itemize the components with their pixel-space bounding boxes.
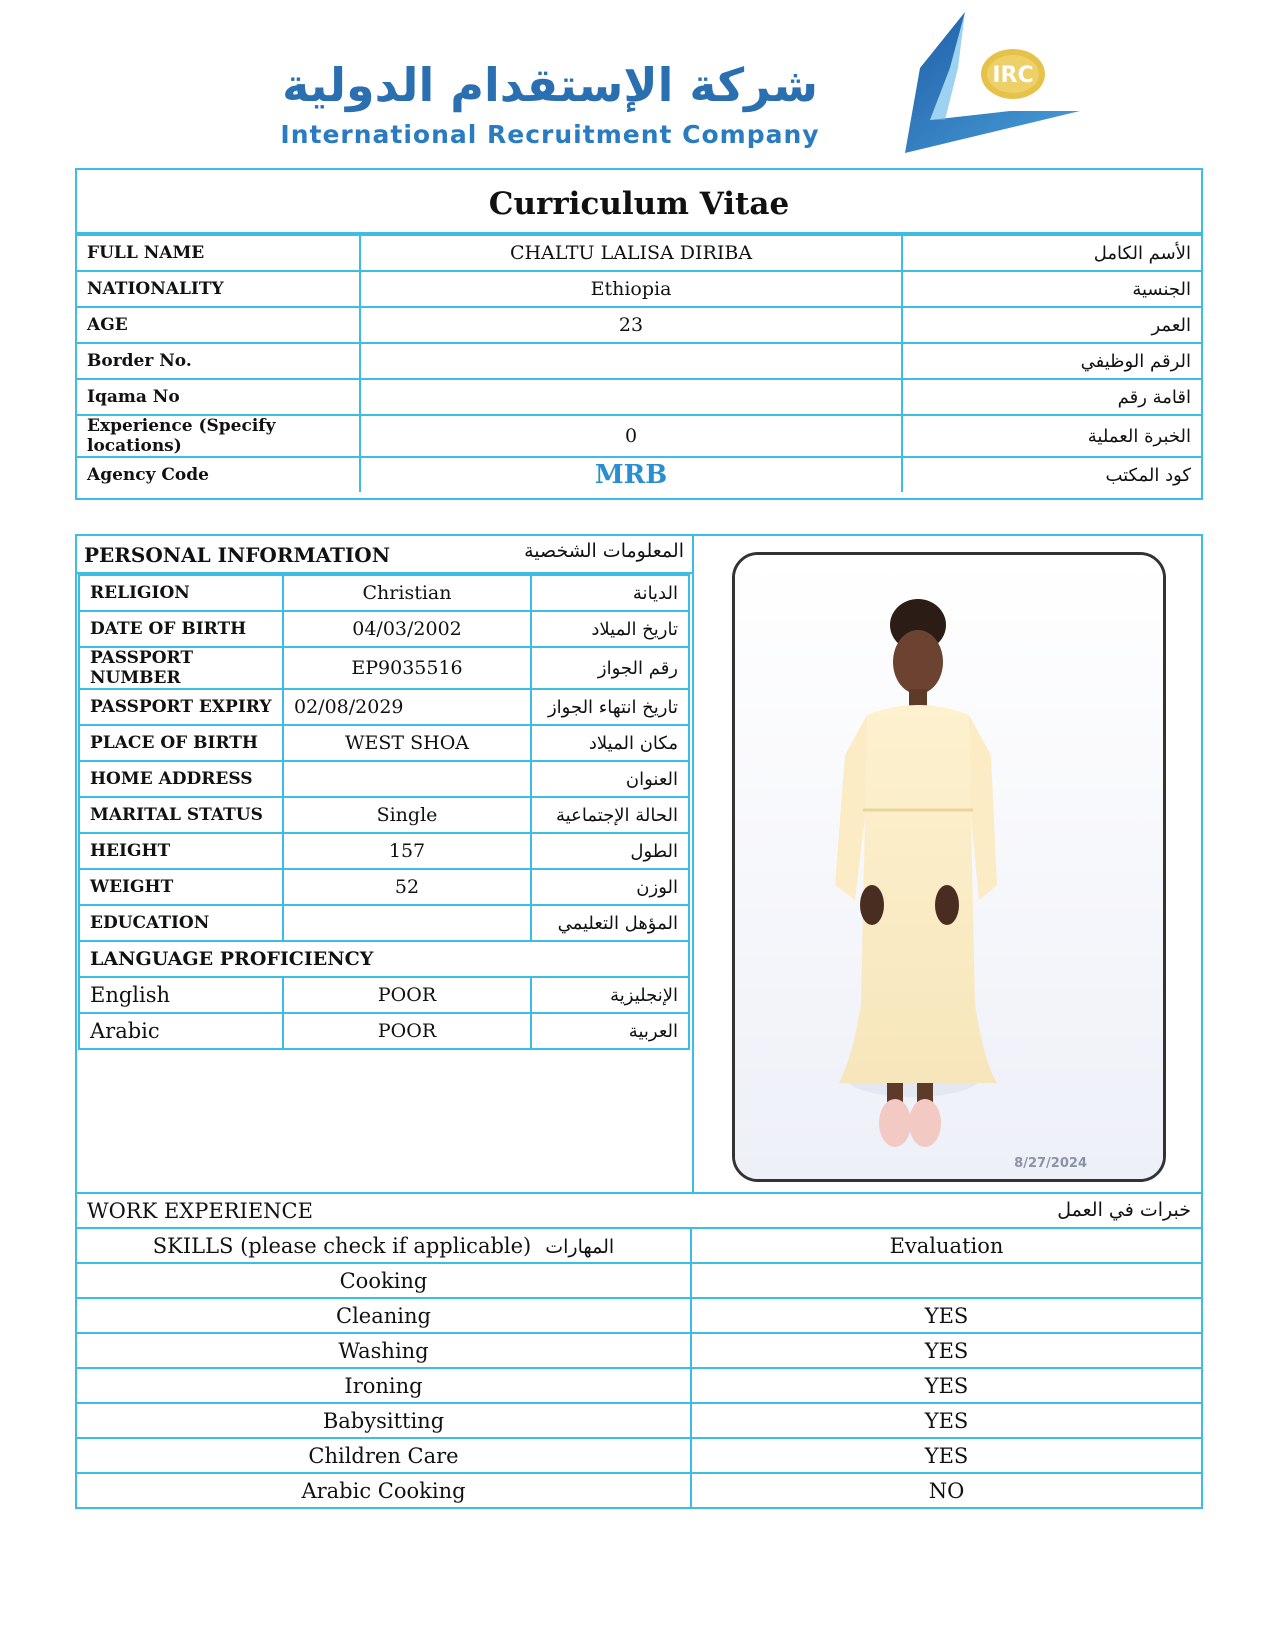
personal-info-value: 02/08/2029 [283, 689, 531, 725]
personal-info-label-arabic: مكان الميلاد [531, 725, 689, 761]
skill-name: Cooking [76, 1263, 691, 1298]
skill-row [76, 1473, 1202, 1508]
cv-field-value: 23 [360, 307, 902, 343]
personal-info-value: Christian [283, 575, 531, 611]
language-row [79, 1013, 689, 1049]
skill-evaluation: YES [691, 1403, 1202, 1438]
cv-field-label-arabic: العمر [902, 307, 1201, 343]
personal-info-value [283, 761, 531, 797]
cv-field-label: AGE [77, 307, 360, 343]
skill-row [76, 1438, 1202, 1473]
cv-title: Curriculum Vitae [77, 170, 1201, 234]
personal-info-table [78, 574, 690, 1050]
personal-info-panel [77, 536, 694, 1192]
candidate-photo-image [735, 555, 1163, 1179]
language-name: English [79, 977, 283, 1013]
cv-field-value: 0 [360, 415, 902, 457]
personal-info-row [79, 689, 689, 725]
language-row [79, 977, 689, 1013]
personal-info-label-arabic: الوزن [531, 869, 689, 905]
personal-info-label-arabic: المؤهل التعليمي [531, 905, 689, 941]
logo-badge-text: IRC [992, 63, 1034, 88]
personal-info-row [79, 611, 689, 647]
skill-evaluation: YES [691, 1438, 1202, 1473]
personal-info-label: HOME ADDRESS [79, 761, 283, 797]
personal-info-heading: PERSONAL INFORMATION [84, 543, 390, 567]
skill-name: Arabic Cooking [76, 1473, 691, 1508]
cv-field-label-arabic: اقامة رقم [902, 379, 1201, 415]
language-name: Arabic [79, 1013, 283, 1049]
personal-info-label: PLACE OF BIRTH [79, 725, 283, 761]
personal-info-label: WEIGHT [79, 869, 283, 905]
cv-field-label-arabic: كود المكتب [902, 457, 1201, 492]
cv-row [77, 235, 1201, 271]
personal-info-label-arabic: تاريخ الميلاد [531, 611, 689, 647]
personal-info-label-arabic: العنوان [531, 761, 689, 797]
language-level: POOR [283, 1013, 531, 1049]
work-experience-heading-arabic: خبرات في العمل [1057, 1198, 1191, 1221]
personal-info-label: EDUCATION [79, 905, 283, 941]
cv-row [77, 307, 1201, 343]
cv-field-label: Agency Code [77, 457, 360, 492]
cv-summary-table [77, 234, 1201, 492]
personal-info-row [79, 575, 689, 611]
cv-field-label-arabic: الجنسية [902, 271, 1201, 307]
work-experience-table [75, 1192, 1203, 1509]
skill-row [76, 1403, 1202, 1438]
work-experience-heading: WORK EXPERIENCE [87, 1198, 313, 1223]
personal-info-label: RELIGION [79, 575, 283, 611]
cv-row [77, 343, 1201, 379]
personal-info-row [79, 725, 689, 761]
personal-info-section [75, 534, 1203, 1194]
cv-field-label-arabic: الأسم الكامل [902, 235, 1201, 271]
skill-name: Babysitting [76, 1403, 691, 1438]
skills-heading-cell [76, 1228, 691, 1263]
personal-info-row [79, 905, 689, 941]
skill-name: Ironing [76, 1368, 691, 1403]
cv-field-label: NATIONALITY [77, 271, 360, 307]
cv-field-label: Border No. [77, 343, 360, 379]
skills-header-row [76, 1228, 1202, 1263]
skill-row [76, 1298, 1202, 1333]
personal-info-label: MARITAL STATUS [79, 797, 283, 833]
personal-info-label: HEIGHT [79, 833, 283, 869]
personal-info-value [283, 905, 531, 941]
cv-row [77, 271, 1201, 307]
cv-field-label-arabic: الرقم الوظيفي [902, 343, 1201, 379]
personal-info-label-arabic: الطول [531, 833, 689, 869]
cv-row [77, 415, 1201, 457]
cv-field-value [360, 379, 902, 415]
language-proficiency-row [79, 941, 689, 977]
personal-info-value: EP9035516 [283, 647, 531, 689]
logo-emblem-icon [870, 8, 1085, 158]
personal-info-row [79, 761, 689, 797]
skill-row [76, 1368, 1202, 1403]
personal-info-label-arabic: تاريخ انتهاء الجواز [531, 689, 689, 725]
cv-field-value: MRB [360, 457, 902, 492]
skill-evaluation: YES [691, 1368, 1202, 1403]
evaluation-heading: Evaluation [691, 1228, 1202, 1263]
photo-date-stamp: 8/27/2024 [1014, 1156, 1087, 1171]
cv-field-value: CHALTU LALISA DIRIBA [360, 235, 902, 271]
cv-field-value [360, 343, 902, 379]
personal-info-label: DATE OF BIRTH [79, 611, 283, 647]
personal-info-value: 157 [283, 833, 531, 869]
personal-info-row [79, 869, 689, 905]
language-level: POOR [283, 977, 531, 1013]
work-experience-section [75, 1192, 1203, 1509]
cv-field-value: Ethiopia [360, 271, 902, 307]
personal-info-label: PASSPORT EXPIRY [79, 689, 283, 725]
work-experience-header-cell [76, 1193, 1202, 1228]
cv-field-label-arabic: الخبرة العملية [902, 415, 1201, 457]
personal-info-heading-arabic: المعلومات الشخصية [524, 540, 684, 562]
cv-field-label: Experience (Specify locations) [77, 415, 360, 457]
cv-summary-section [75, 168, 1203, 500]
company-logo [245, 8, 1085, 158]
personal-info-label-arabic: الحالة الإجتماعية [531, 797, 689, 833]
skill-name: Children Care [76, 1438, 691, 1473]
personal-info-label-arabic: الديانة [531, 575, 689, 611]
personal-info-row [79, 797, 689, 833]
skill-evaluation: NO [691, 1473, 1202, 1508]
language-name-arabic: العربية [531, 1013, 689, 1049]
candidate-photo [732, 552, 1166, 1182]
company-name-arabic: شركة الإستقدام الدولية [282, 58, 818, 112]
personal-info-label: PASSPORT NUMBER [79, 647, 283, 689]
personal-info-header [77, 536, 692, 574]
personal-info-value: 04/03/2002 [283, 611, 531, 647]
personal-info-label-arabic: رقم الجواز [531, 647, 689, 689]
cv-row [77, 379, 1201, 415]
cv-field-label: Iqama No [77, 379, 360, 415]
skill-name: Washing [76, 1333, 691, 1368]
personal-info-row [79, 647, 689, 689]
skills-heading: SKILLS (please check if applicable) [152, 1233, 532, 1258]
work-experience-header-row [76, 1193, 1202, 1228]
personal-info-row [79, 833, 689, 869]
company-name-english: International Recruitment Company [280, 120, 820, 149]
skill-evaluation: YES [691, 1333, 1202, 1368]
skill-name: Cleaning [76, 1298, 691, 1333]
language-proficiency-heading: LANGUAGE PROFICIENCY [79, 941, 689, 977]
skill-row [76, 1333, 1202, 1368]
personal-info-value: Single [283, 797, 531, 833]
skill-row [76, 1263, 1202, 1298]
skills-heading-arabic: المهارات [545, 1235, 615, 1258]
personal-info-value: 52 [283, 869, 531, 905]
cv-row [77, 457, 1201, 492]
language-name-arabic: الإنجليزية [531, 977, 689, 1013]
skill-evaluation [691, 1263, 1202, 1298]
cv-field-label: FULL NAME [77, 235, 360, 271]
skill-evaluation: YES [691, 1298, 1202, 1333]
personal-info-value: WEST SHOA [283, 725, 531, 761]
